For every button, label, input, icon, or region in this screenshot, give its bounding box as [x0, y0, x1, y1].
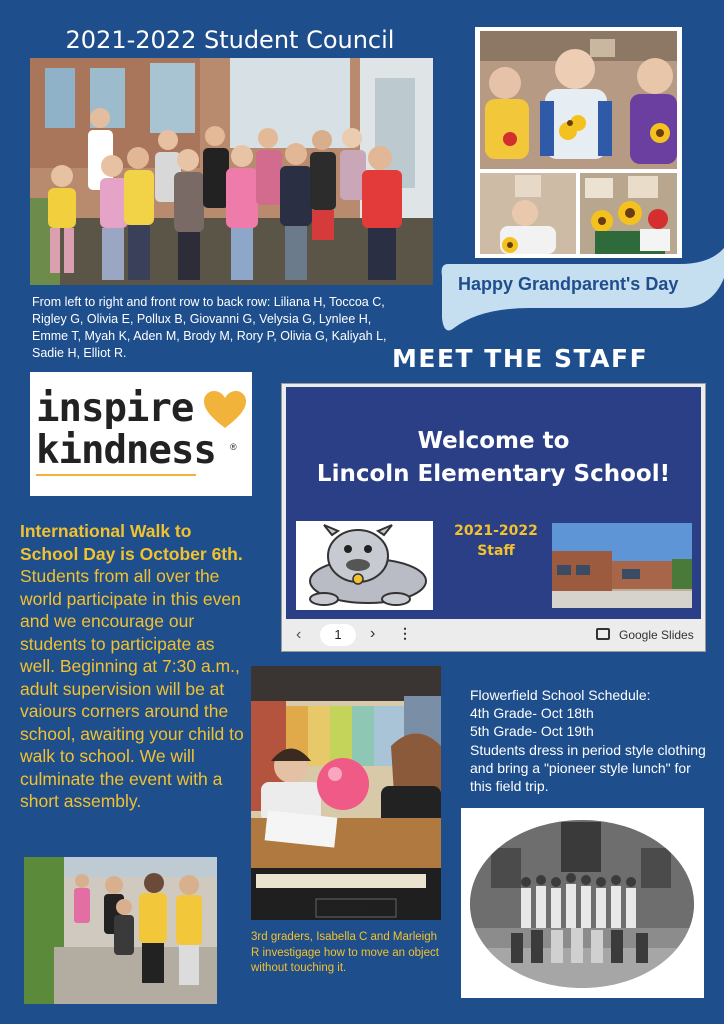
google-slides-label[interactable]: Google Slides — [619, 628, 694, 642]
third-graders-caption: 3rd graders, Isabella C and Marleigh R investigage how to move an object without touching it. — [251, 931, 439, 974]
slide-staff-word: Staff — [477, 543, 515, 559]
grandparents-banner-text: Happy Grandparent's Day — [458, 274, 679, 294]
student-council-photo — [30, 58, 433, 285]
slide-staff-label — [436, 521, 556, 561]
staff-slides-embed[interactable] — [281, 383, 706, 652]
flowerfield-schedule — [470, 686, 710, 795]
third-graders-photo — [251, 666, 441, 920]
slide-canvas — [286, 387, 701, 619]
flowerfield-note: Students dress in period style clothing and bring a "pioneer style lunch" for this field trip. — [470, 741, 706, 795]
walk-to-school-text — [20, 520, 248, 813]
flowerfield-4th-grade: 4th Grade- Oct 18th — [470, 705, 594, 722]
page-number[interactable]: 1 — [320, 624, 356, 646]
meet-the-staff-heading: MEET THE STAFF — [392, 344, 649, 373]
google-slides-icon — [596, 628, 610, 640]
grandparents-photo-top — [480, 31, 677, 169]
registered-mark: ® — [230, 442, 237, 452]
slide-title-line2: Lincoln Elementary School! — [316, 461, 671, 487]
prev-slide-icon[interactable]: ‹ — [296, 626, 302, 643]
council-caption: From left to right and front row to back row: Liliana H, Toccoa C, Rigley G, Olivia E, Pollux B, Giovanni G, Velysia G, Lynlee H, Emme T, Myah K, Aden M, Brody M, Rory P, Olivia G, Kaliyah L, Sadie H, Elliot R. — [32, 295, 387, 360]
inspire-word: inspire — [36, 386, 194, 431]
flowerfield-5th-grade: 5th Grade- Oct 19th — [470, 723, 594, 740]
walk-to-school-photo — [24, 857, 217, 1004]
grandparents-photo-right — [580, 173, 677, 254]
inspire-kindness-logo — [30, 372, 252, 496]
school-building-image — [552, 523, 692, 608]
heart-icon — [202, 390, 248, 430]
walk-body: Students from all over the world participate in this even and we encourage our students to participate as well. Beginning at 7:30 a.m., adult supervision will be at vaiours corners around the school, awaiting your child to walk to school. We will culminate the event with a short assembly. — [20, 566, 244, 811]
council-title: 2021-2022 Student Council — [65, 26, 395, 54]
slide-title-line1: Welcome to — [417, 428, 570, 454]
kindness-word: kindness — [36, 428, 216, 473]
historic-class-photo — [461, 808, 704, 998]
slide-year: 2021-2022 — [454, 523, 538, 539]
slide-title — [286, 425, 701, 491]
grandparents-photo-left — [480, 173, 576, 254]
flowerfield-heading: Flowerfield School Schedule: — [470, 687, 651, 703]
next-slide-icon[interactable]: › — [370, 625, 376, 642]
bulldog-mascot-image — [296, 521, 433, 610]
walk-headline: International Walk to School Day is October 6th. — [20, 521, 243, 564]
desk-name-tag: Santiago — [321, 901, 373, 916]
kindness-underline — [36, 474, 196, 476]
grandparents-collage — [475, 27, 682, 258]
slides-toolbar — [282, 620, 705, 651]
more-options-icon[interactable]: ⋮ — [398, 625, 412, 641]
